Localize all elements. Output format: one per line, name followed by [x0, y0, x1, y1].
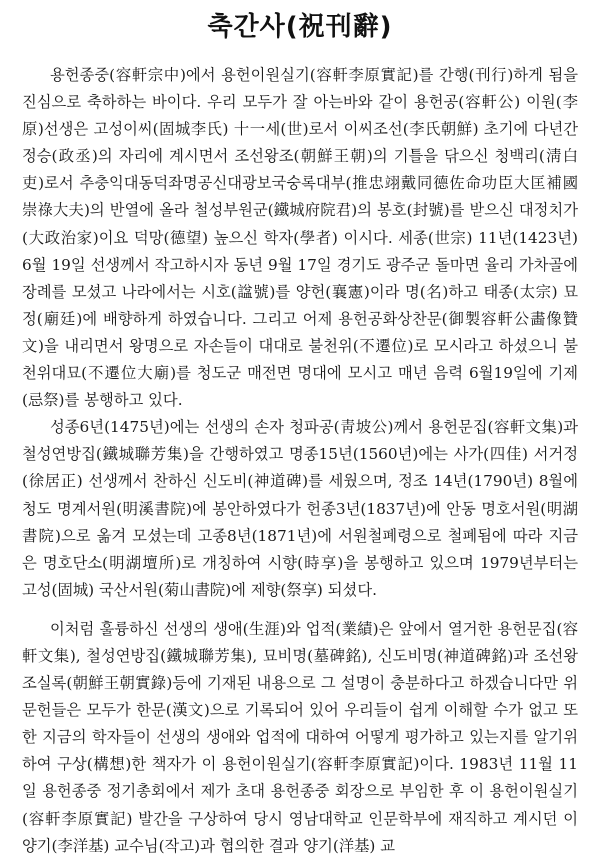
paragraph-3: 이처럼 훌륭하신 선생의 생애(生涯)와 업적(業績)은 앞에서 열거한 용헌문집(容軒文集), 철성연방집(鐵城聯芳集), 묘비명(墓碑銘), 신도비명(神道碑銘)과 조선왕조실록(朝鮮王朝實錄)등에 기재된 내용으로 그 설명이 충분하다고 하겠습니다만 위 문헌들은 모두가 한문(漢文)으로 기록되어 있어 우리들이 쉽게 이해할 수가 없고 또한 지금의 학자들이 선생의 생애와 업적에 대하여 어떻게 평가하고 있는지를 알기위하여 구상(構想)한 책자가 이 용헌이원실기(容軒李原實記)이다. 1983년 11월 11일 용헌종중 정기총회에서 제가 초대 용헌종중 회장으로 부임한 후 이 용헌이원실기(容軒李原實記) 발간을 구상하여 당시 영남대학교 인문학부에 재직하고 계시던 이양기(李洋基) 교수님(작고)과 협의한 결과 양기(洋基) 교	[22, 619, 578, 855]
paragraph-2: 성종6년(1475년)에는 선생의 손자 청파공(靑坡公)께서 용헌문집(容軒文集)과 철성연방집(鐵城聯芳集)을 간행하였고 명종15년(1560년)에는 사가(四佳) 서거정(徐居正) 선생께서 찬하신 신도비(神道碑)를 세웠으며, 정조 14년(1790년) 8월에 청도 명계서원(明溪書院)에 봉안하였다가 헌종3년(1837년)에 안동 명호서원(明湖書院)으로 옮겨 모셨는데 고종8년(1871년)에 서원철폐령으로 철폐됨에 따라 지금은 명호단소(明湖壇所)로 개칭하여 시향(時享)을 봉행하고 있으며 1979년부터는 고성(固城) 국산서원(菊山書院)에 제향(祭享) 되셨다.	[22, 418, 578, 599]
body-text	[22, 62, 578, 860]
paragraph-1: 용헌종중(容軒宗中)에서 용헌이원실기(容軒李原實記)를 간행(刊行)하게 됨을 진심으로 축하하는 바이다. 우리 모두가 잘 아는바와 같이 용헌공(容軒公) 이원(李原)선생은 고성이씨(固城李氏) 十一세(世)로서 이씨조선(李氏朝鮮) 초기에 다년간 정승(政丞)의 자리에 계시면서 조선왕조(朝鮮王朝)의 기틀을 닦으신 청백리(淸白吏)로서 추충익대동덕좌명공신대광보국숭록대부(推忠翊戴同德佐命功臣大匡補國崇祿大夫)의 반열에 올라 철성부원군(鐵城府院君)의 봉호(封號)를 받으신 대정치가(大政治家)이요 덕망(德望) 높으신 학자(學者) 이시다. 세종(世宗) 11년(1423년) 6월 19일 선생께서 작고하시자 동년 9월 17일 경기도 광주군 돌마면 율리 가차골에 장례를 모셨고 나라에서는 시호(諡號)를 양헌(襄憲)이라 명(名)하고 태종(太宗) 묘정(廟廷)에 배향하게 하였습니다. 그리고 어제 용헌공화상찬문(御製容軒公畵像贊文)을 내리면서 왕명으로 자손들이 대대로 불천위(不遷位)로 모시라고 하셨으니 불천위대묘(不遷位大廟)를 청도군 매전면 명대에 모시고 매년 음력 6월19일에 기제(忌祭)를 봉행하고 있다.	[22, 66, 578, 410]
page-title: 축간사(祝刊辭)	[207, 12, 393, 42]
